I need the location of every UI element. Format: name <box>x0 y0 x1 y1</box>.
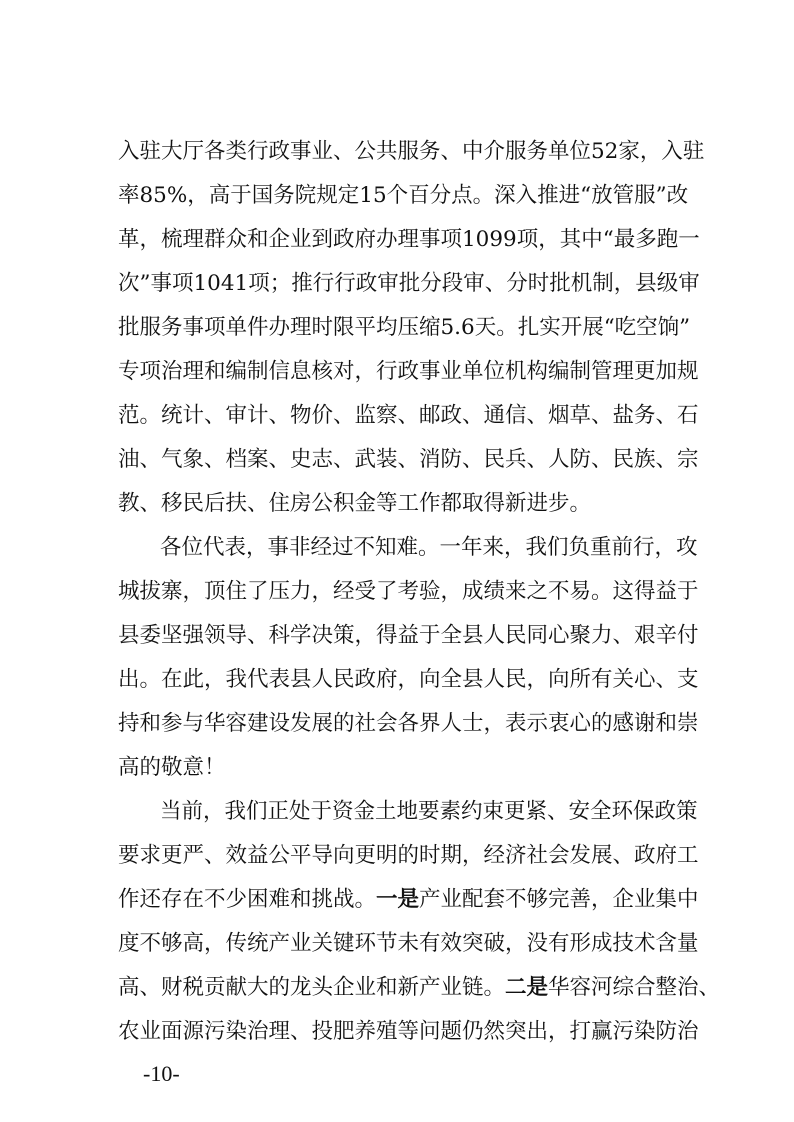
text-line: 革，梳理群众和企业到政府办理事项1099项，其中“最多跑一 <box>118 227 700 252</box>
text-line: 度不够高，传统产业关键环节未有效突破，没有形成技术含量 <box>118 931 699 956</box>
paragraph-first-line: 各位代表，事非经过不知难。一年来，我们负重前行，攻 <box>160 535 698 560</box>
text-line: 要求更严、效益公平导向更明的时期，经济社会发展、政府工 <box>118 843 699 868</box>
text-line <box>118 880 699 920</box>
text-line: 出。在此，我代表县人民政府，向全县人民，向所有关心、支 <box>118 667 699 692</box>
text-segment: 作还存在不少困难和挑战。 <box>118 887 377 912</box>
emphasis-text: 二是 <box>505 975 549 1000</box>
paragraph-first-line: 当前，我们正处于资金土地要素约束更紧、安全环保政策 <box>160 799 698 824</box>
page-number: -10- <box>143 1061 180 1086</box>
emphasis-text: 一是 <box>376 887 420 912</box>
text-line: 油、气象、档案、史志、武装、消防、民兵、人防、民族、宗 <box>118 447 699 472</box>
text-line: 持和参与华容建设发展的社会各界人士，表示衷心的感谢和崇 <box>118 711 699 736</box>
text-line: 农业面源污染治理、投肥养殖等问题仍然突出，打赢污染防治 <box>118 1019 699 1044</box>
text-line: 城拔寨，顶住了压力，经受了考验，成绩来之不易。这得益于 <box>118 579 699 604</box>
text-line: 批服务事项单件办理时限平均压缩5.6天。扎实开展“吃空饷” <box>118 315 691 340</box>
text-segment: 产业配套不够完善，企业集中 <box>419 887 699 912</box>
text-line: 高的敬意！ <box>118 755 226 780</box>
text-segment: 高、财税贡献大的龙头企业和新产业链。 <box>118 975 506 1000</box>
text-line <box>118 968 721 1008</box>
text-line: 入驻大厅各类行政事业、公共服务、中介服务单位52家，入驻 <box>118 139 705 164</box>
text-line: 率85%，高于国务院规定15个百分点。深入推进“放管服”改 <box>118 183 689 208</box>
text-line: 教、移民后扶、住房公积金等工作都取得新进步。 <box>118 491 592 516</box>
text-line: 范。统计、审计、物价、监察、邮政、通信、烟草、盐务、石 <box>118 403 699 428</box>
text-line: 专项治理和编制信息核对，行政事业单位机构编制管理更加规 <box>118 359 699 384</box>
text-segment: 华容河综合整治、 <box>548 975 721 1000</box>
text-line: 县委坚强领导、科学决策，得益于全县人民同心聚力、艰辛付 <box>118 623 699 648</box>
text-line: 次”事项1041项；推行行政审批分段审、分时批机制，县级审 <box>118 271 700 296</box>
